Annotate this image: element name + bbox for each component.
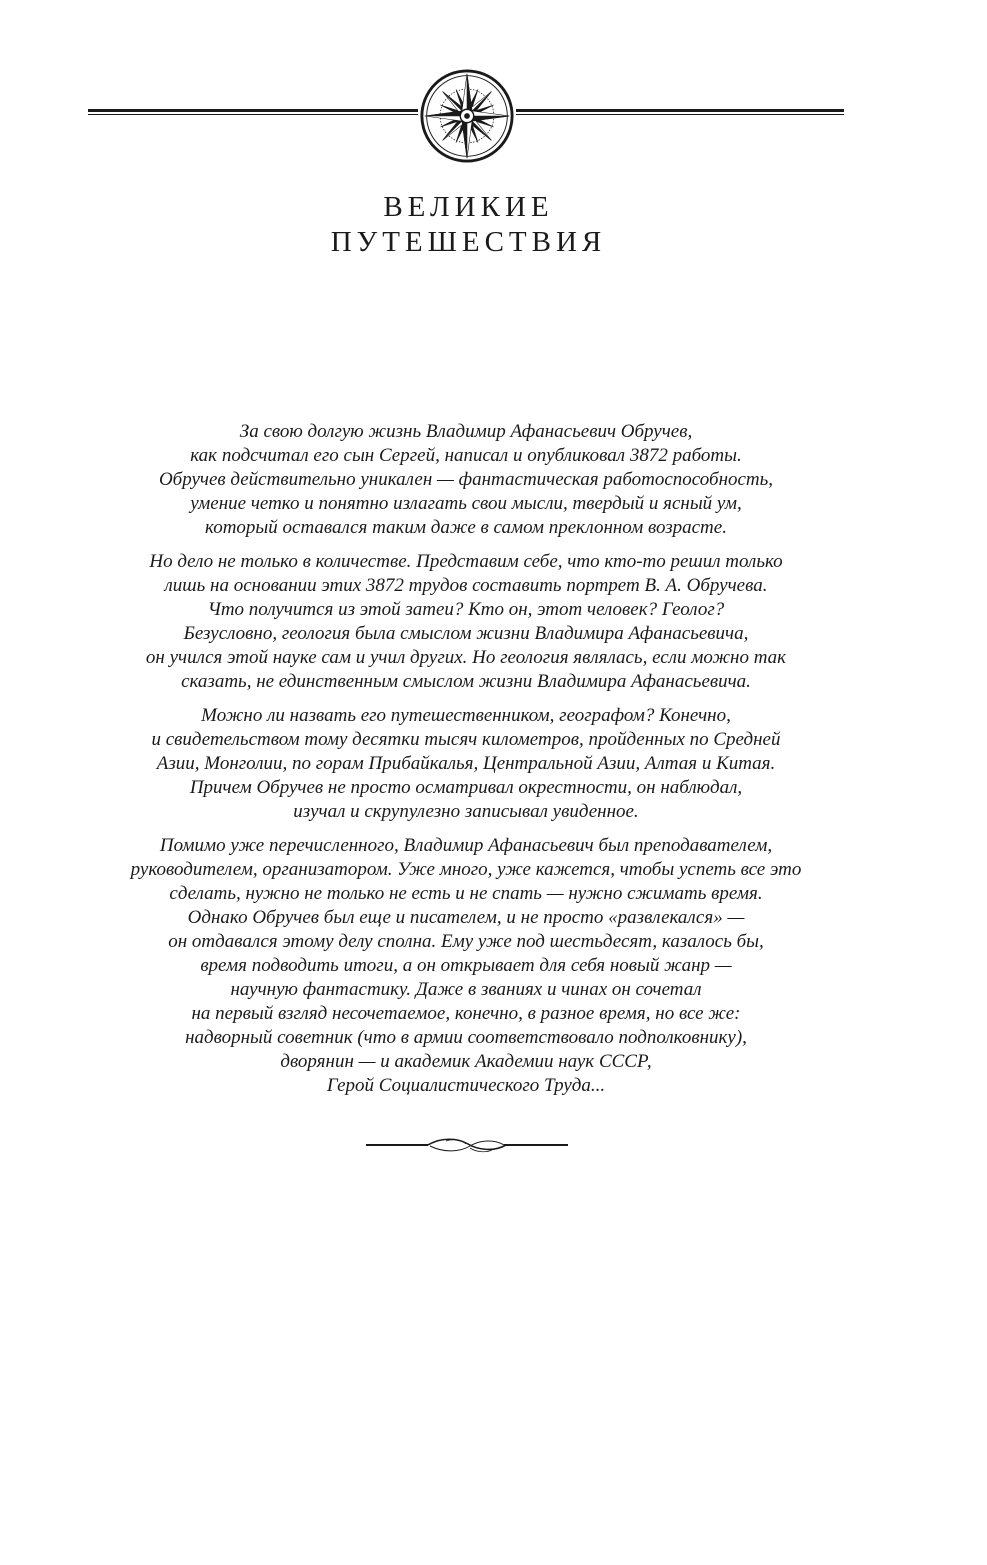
series-title xyxy=(0,190,937,260)
text-line: на первый взгляд несочетаемое, конечно, в разное время, но все же: xyxy=(191,1003,741,1024)
series-title-line: ВЕЛИКИЕ xyxy=(383,191,554,223)
header-rule-right xyxy=(516,109,844,116)
text-line: лишь на основании этих 3872 трудов составить портрет В. А. Обручева. xyxy=(164,575,768,596)
text-line: Однако Обручев был еще и писателем, и не просто «развлекался» — xyxy=(187,907,745,928)
text-line: изучал и скрупулезно записывал увиденное. xyxy=(293,801,639,822)
text-line: который оставался таким даже в самом преклонном возрасте. xyxy=(205,517,727,538)
paragraph xyxy=(60,704,872,824)
text-line: Обручев действительно уникален — фантастическая работоспособность, xyxy=(158,469,774,490)
paragraph xyxy=(60,834,872,1098)
text-line: надворный советник (что в армии соответствовало подполковнику), xyxy=(185,1027,747,1048)
text-line: научную фантастику. Даже в званиях и чинах он сочетал xyxy=(230,979,702,1000)
text-line: Но дело не только в количестве. Представим себе, что кто-то решил только xyxy=(149,551,783,572)
text-line: время подводить итоги, а он открывает для себя новый жанр — xyxy=(200,955,732,976)
text-line: сделать, нужно не только не есть и не спать — нужно сжимать время. xyxy=(169,883,763,904)
series-title-line: ПУТЕШЕСТВИЯ xyxy=(330,226,607,258)
text-line: он отдавался этому делу сполна. Ему уже под шестьдесят, казалось бы, xyxy=(168,931,764,952)
text-line: он учился этой науке сам и учил других. Но геология являлась, если можно так xyxy=(145,647,787,668)
text-line: сказать, не единственным смыслом жизни Владимира Афанасьевича. xyxy=(181,671,751,692)
text-line: Герой Социалистического Труда... xyxy=(326,1075,606,1096)
text-line: руководителем, организатором. Уже много, уже кажется, чтобы успеть все это xyxy=(130,859,802,880)
text-line: За свою долгую жизнь Владимир Афанасьевич Обручев, xyxy=(239,421,693,442)
text-line: Азии, Монголии, по горам Прибайкалья, Центральной Азии, Алтая и Китая. xyxy=(156,753,776,774)
text-line: Причем Обручев не просто осматривал окрестности, он наблюдал, xyxy=(189,777,743,798)
text-line: Можно ли назвать его путешественником, географом? Конечно, xyxy=(201,705,731,726)
text-line: и свидетельством тому десятки тысяч километров, пройденных по Средней xyxy=(151,729,781,750)
text-line: дворянин — и академик Академии наук СССР, xyxy=(280,1051,652,1072)
text-line: Что получится из этой затеи? Кто он, этот человек? Геолог? xyxy=(207,599,725,620)
text-line: умение четко и понятно излагать свои мысли, твердый и ясный ум, xyxy=(190,493,742,514)
paragraph xyxy=(60,550,872,694)
text-line: Безусловно, геология была смыслом жизни Владимира Афанасьевича, xyxy=(183,623,749,644)
text-line: как подсчитал его сын Сергей, написал и опубликовал 3872 работы. xyxy=(190,445,742,466)
paragraph xyxy=(60,420,872,540)
text-line: Помимо уже перечисленного, Владимир Афанасьевич был преподавателем, xyxy=(159,835,773,856)
compass-rose-icon xyxy=(419,68,515,164)
header-rule-left xyxy=(88,109,418,116)
flourish-divider-icon xyxy=(366,1135,568,1157)
body-text xyxy=(60,420,872,1108)
